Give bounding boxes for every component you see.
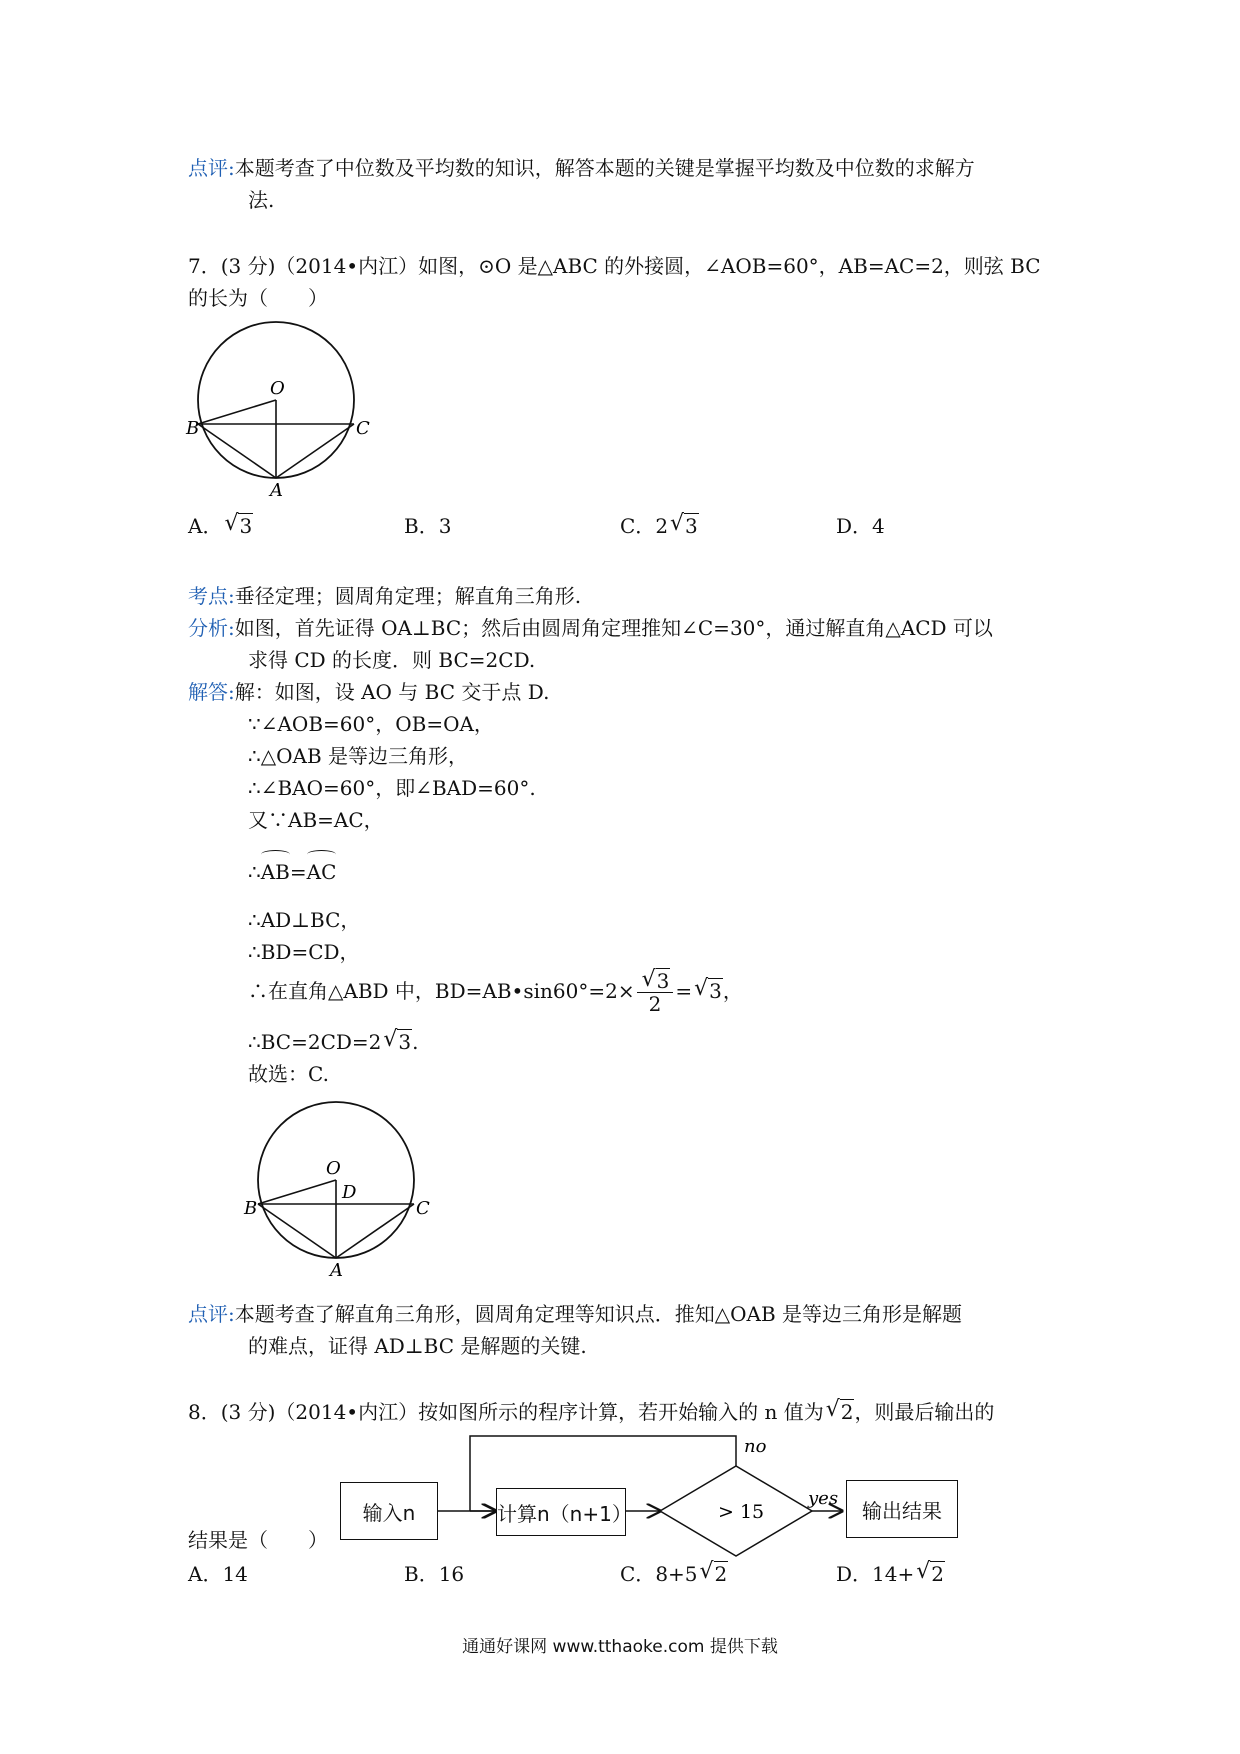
sqrt-symbol: √ 3	[383, 1026, 412, 1058]
sqrt-symbol: √ 2	[916, 1558, 945, 1590]
q8-stem-line2: 结果是（ ）	[188, 1528, 328, 1552]
yes-label: yes	[808, 1488, 839, 1509]
prev-comment-label: 点评:	[188, 156, 235, 180]
label-o: O	[326, 1158, 341, 1179]
q7-answer: 故选：C.	[248, 1062, 329, 1086]
q7-dianping-line2: 的难点，证得 AD⊥BC 是解题的关键.	[248, 1334, 587, 1358]
input-box: 输入n	[340, 1482, 438, 1540]
sqrt-symbol: √ 3	[694, 975, 723, 1007]
prev-comment	[188, 152, 975, 184]
sqrt-symbol: √ 2	[826, 1396, 855, 1428]
q7-calc-line: ∴在直角△ABD 中，BD=AB•sin60°=2× √ $\frac{3}{2}$ =√ 3，	[248, 970, 743, 1015]
q7-line-ad: ∴AD⊥BC，	[248, 908, 361, 932]
q7-solution-figure	[240, 1098, 440, 1280]
q7-jieda: 解答:解：如图，设 AO 与 BC 交于点 D.	[188, 680, 550, 704]
label-d: D	[342, 1182, 357, 1203]
label-c: C	[356, 418, 370, 439]
q8-option-c: C．8+5√ 2	[620, 1558, 728, 1590]
segment-ac	[276, 424, 354, 478]
q7-line-bd: ∴BD=CD，	[248, 940, 360, 964]
fraction: √ $\frac{3}{2}$	[637, 970, 674, 1015]
q7-line-bc: ∴BC=2CD=2√ 3.	[248, 1026, 419, 1058]
label-a: A	[270, 480, 283, 501]
segment-ob	[258, 1180, 336, 1204]
q7-stem-line1: 7．(3 分)（2014•内江）如图，⊙O 是△ABC 的外接圆，∠AOB=60°，AB=AC=2，则弦 BC	[188, 254, 1041, 278]
q7-fenxi-line2: 求得 CD 的长度．则 BC=2CD.	[248, 648, 536, 672]
no-label: no	[744, 1436, 767, 1457]
label-b: B	[186, 418, 200, 439]
q7-jieda-line: ∵∠AOB=60°，OB=OA，	[248, 712, 494, 736]
q7-option-d: D．4	[836, 514, 885, 538]
q7-jieda-line: 又∵AB=AC，	[248, 808, 384, 832]
q7-option-b: B．3	[404, 514, 452, 538]
label-a: A	[330, 1260, 343, 1281]
q8-option-a: A．14	[188, 1562, 248, 1586]
q7-option-c: C．2√ 3	[620, 510, 699, 542]
prev-comment-line1: 本题考查了中位数及平均数的知识，解答本题的关键是掌握平均数及中位数的求解方	[234, 156, 975, 180]
q7-option-a: A．√ 3	[188, 510, 253, 542]
segment-ab	[258, 1204, 336, 1258]
q8-option-b: B．16	[404, 1562, 465, 1586]
sqrt-symbol: √ 3	[670, 510, 699, 542]
segment-ac	[336, 1204, 414, 1258]
q7-figure	[186, 318, 370, 501]
segment-ob	[198, 400, 276, 424]
q7-fenxi: 分析:如图，首先证得 OA⊥BC；然后由圆周角定理推知∠C=30°，通过解直角△ACD 可以	[188, 616, 993, 640]
q7-jieda-line: ∴△OAB 是等边三角形，	[248, 744, 468, 768]
prev-comment-line2: 法.	[248, 188, 275, 212]
label-b: B	[244, 1198, 258, 1219]
arc-ab: AB	[261, 850, 290, 888]
q7-jieda-line: ∴∠BAO=60°，即∠BAD=60°.	[248, 776, 536, 800]
sqrt-symbol: √ 2	[700, 1558, 729, 1590]
q7-dianping: 点评:本题考查了解直角三角形，圆周角定理等知识点．推知△OAB 是等边三角形是解题	[188, 1302, 963, 1326]
q7-arc-equation: ∴AB=AC	[248, 850, 336, 888]
output-box: 输出结果	[846, 1480, 958, 1538]
label-c: C	[416, 1198, 430, 1219]
compute-box: 计算n（n+1）	[496, 1488, 626, 1536]
arc-ac: AC	[307, 850, 337, 888]
page-footer: 通通好课网 www.tthaoke.com 提供下载	[462, 1637, 778, 1657]
q8-stem-line1: 8．(3 分)（2014•内江）按如图所示的程序计算，若开始输入的 n 值为√ 2，则最后输出的	[188, 1396, 994, 1428]
q7-stem-line2: 的长为（ ）	[188, 286, 328, 310]
label-o: O	[270, 378, 285, 399]
q7-kaodian: 考点:垂径定理；圆周角定理；解直角三角形.	[188, 584, 582, 608]
q8-option-d: D．14+√ 2	[836, 1558, 945, 1590]
segment-ab	[198, 424, 276, 478]
sqrt-symbol: √ 3	[224, 510, 253, 542]
condition-label: > 15	[718, 1501, 765, 1523]
